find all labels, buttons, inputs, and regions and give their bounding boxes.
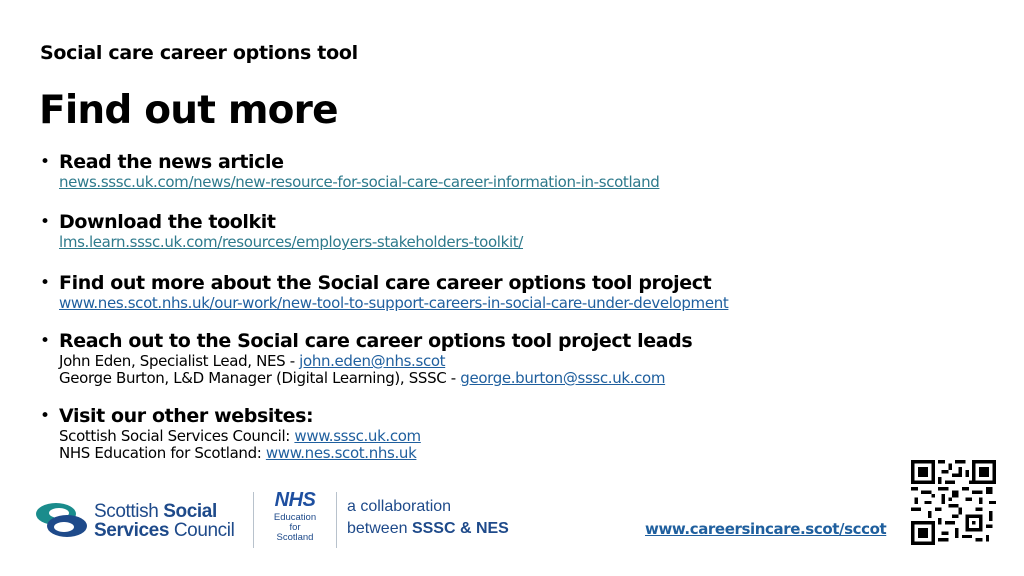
qr-code-icon[interactable] [911, 460, 996, 545]
collaboration-text: a collaboration between SSSC & NES [347, 498, 509, 537]
news-heading: • Read the news article [59, 151, 284, 173]
nhs-mark: NHS [274, 489, 316, 511]
partner-logos [36, 486, 536, 552]
page-title: Find out more [39, 88, 338, 133]
news-article-link[interactable]: news.sssc.uk.com/news/new-resource-for-social-care-career-information-in-scotland [59, 173, 660, 191]
websites-heading: • Visit our other websites: [59, 405, 314, 427]
contact-line [59, 353, 940, 370]
project-link[interactable]: www.nes.scot.nhs.uk/our-work/new-tool-to-support-careers-in-social-care-under-development [59, 294, 729, 312]
website-line [59, 428, 940, 445]
leads-heading: • Reach out to the Social care career options tool project leads [59, 330, 693, 352]
website-link[interactable]: www.sssc.uk.com [294, 427, 421, 445]
careers-website-link[interactable]: www.careersincare.scot/sccot [645, 520, 887, 538]
website-line [59, 445, 940, 462]
toolkit-link[interactable]: lms.learn.sssc.uk.com/resources/employers-stakeholders-toolkit/ [59, 233, 524, 251]
website-link[interactable]: www.nes.scot.nhs.uk [265, 444, 417, 462]
contact-text: George Burton, L&D Manager (Digital Learning), SSSC - [59, 369, 461, 387]
sssc-wordmark: Scottish Social Services Council [94, 501, 235, 541]
nhs-education-scotland-logo: NHS Education for Scotland [273, 489, 317, 543]
contact-line [59, 370, 940, 387]
toolkit-heading: • Download the toolkit [59, 211, 276, 233]
list-item-websites [40, 404, 940, 462]
sssc-swirl-icon [36, 500, 88, 540]
sssc-logo [36, 494, 248, 544]
list-item-news [40, 150, 940, 210]
contact-text: John Eden, Specialist Lead, NES - [59, 352, 300, 370]
list-item-project [40, 271, 940, 329]
subtitle: Social care career options tool [40, 42, 358, 64]
logo-divider [336, 492, 337, 548]
list-item-leads [40, 329, 940, 404]
email-link[interactable]: john.eden@nhs.scot [299, 352, 446, 370]
resource-list [40, 150, 940, 462]
list-item-toolkit [40, 210, 940, 271]
project-heading: • Find out more about the Social care career options tool project [59, 272, 712, 294]
website-text: NHS Education for Scotland: [59, 444, 266, 462]
website-text: Scottish Social Services Council: [59, 427, 295, 445]
email-link[interactable]: george.burton@sssc.uk.com [460, 369, 666, 387]
logo-divider [253, 492, 254, 548]
